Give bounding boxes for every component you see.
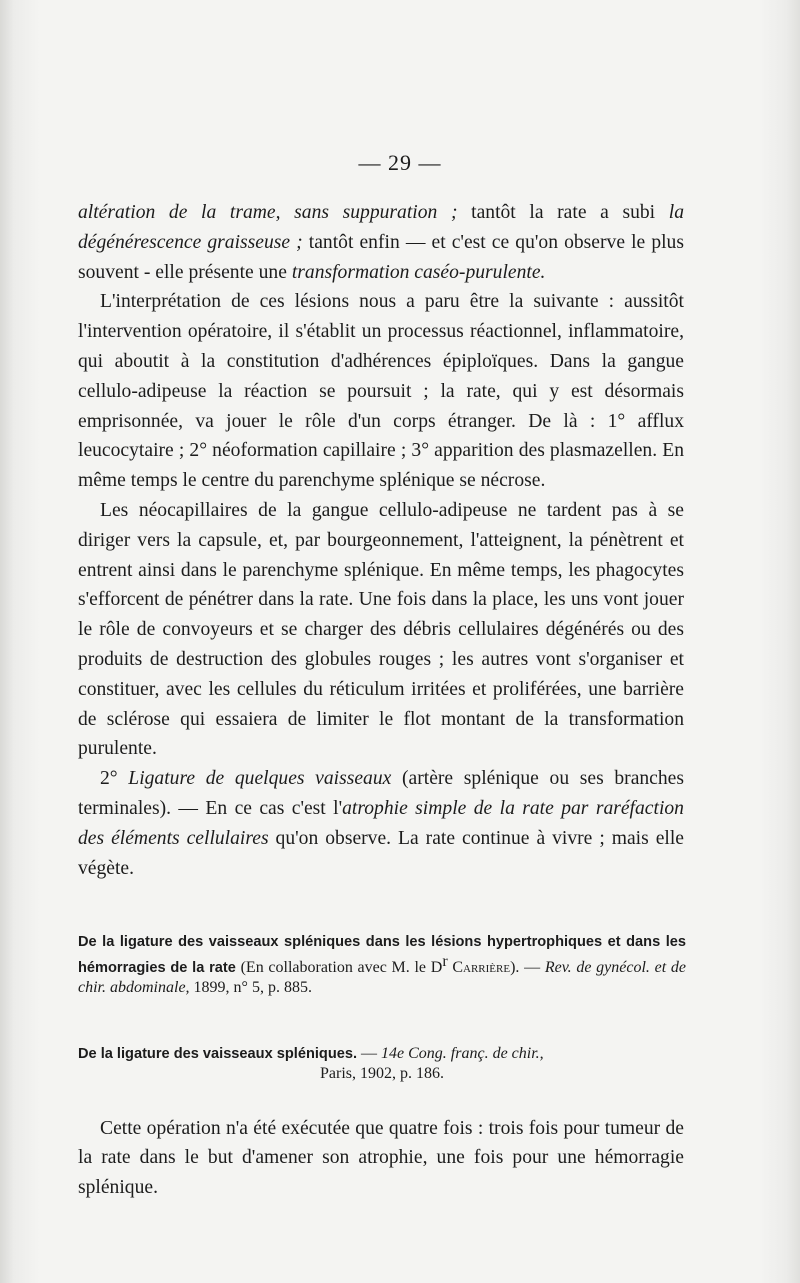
reference-title: De la ligature des vaisseaux spléniques dans les lésions hypertrophiques et dans les hémorragies de la rate <box>78 934 686 976</box>
paragraph-1: altération de la trame, sans suppuration ; tantôt la rate a subi la dégénérescence graisseuse ; tantôt enfin — et c'est ce qu'on observe le plus souvent - elle présente une transformation caséo-purulente. <box>78 202 685 283</box>
bibliography-entry-2: De la ligature des vaisseaux spléniques. — 14e Cong. franç. de chir., Paris, 1902, p. 186. <box>78 1044 686 1084</box>
paragraph-3: Les néocapillaires de la gangue cellulo-adipeuse ne tardent pas à se diriger vers la capsule, et, par bourgeonnement, l'atteignent, la pénètrent et entrent ainsi dans le parenchyme splénique. En même temps, les phagocytes s'efforcent de pénétrer dans la rate. Une fois dans la place, les uns vont jouer le rôle de convoyeurs et se charger des débris cellulaires dégénérés ou des produits de destruction des globules rouges ; les autres vont s'organiser et constituer, avec les cellules du réticulum irritées et proliférées, une barrière de sclérose qui essaiera de limiter le flot montant de la transformation purulente. <box>78 499 684 760</box>
page-number: — 29 — <box>358 150 442 175</box>
reference-title: De la ligature des vaisseaux spléniques. <box>78 1046 358 1062</box>
emphasis: la dégénérescence graisseuse ; <box>78 202 685 253</box>
emphasis: atrophie simple de la rate par raréfaction des éléments cellulaires <box>78 797 684 849</box>
paragraph-4: 2° Ligature de quelques vaisseaux (artère splénique ou ses branches terminales). — En ce cas c'est l'atrophie simple de la rate par raréfaction des éléments cellulaires qu'on observe. La rate continue à vivre ; mais elle végète. <box>78 768 685 879</box>
bibliography-entry-1: De la ligature des vaisseaux spléniques dans les lésions hypertrophiques et dans les hémorragies de la rate (En collaboration avec M. le $D^r$ Carrière). — Rev. de gynécol. et de chir. abdominale, 1899, n° 5, p. 885. <box>78 934 686 996</box>
author-name: Carrière <box>447 958 511 976</box>
emphasis: Ligature de quelques vaisseaux <box>128 768 392 790</box>
emphasis: altération de la trame, sans suppuration ; <box>78 202 458 223</box>
closing-paragraph: Cette opération n'a été exécutée que quatre fois : trois fois pour tumeur de la rate dans le but d'amener son atrophie, une fois pour une hémorragie splénique. <box>78 1117 684 1199</box>
reference-location: Paris, 1902, p. 186. <box>320 1065 444 1082</box>
journal-name: 14e Cong. franç. de chir., <box>381 1045 544 1062</box>
emphasis: transformation caséo-purulente. <box>291 261 546 283</box>
journal-name: Rev. de gynécol. et de chir. abdominale, <box>78 958 686 996</box>
paragraph-2: L'interprétation de ces lésions nous a paru être la suivante : aussitôt l'intervention opératoire, il s'établit un processus réactionnel, inflammatoire, qui aboutit à la constitution d'adhérences épiploïques. Dans la gangue cellulo-adipeuse la réaction se poursuit ; la rate, qui y est désormais emprisonnée, va jouer le rôle d'un corps étranger. De là : 1° afflux leucocytaire ; 2° néoformation capillaire ; 3° apparition des plasmazellen. En même temps le centre du parenchyme splénique se nécrose. <box>78 291 684 492</box>
main-text <box>78 198 684 883</box>
